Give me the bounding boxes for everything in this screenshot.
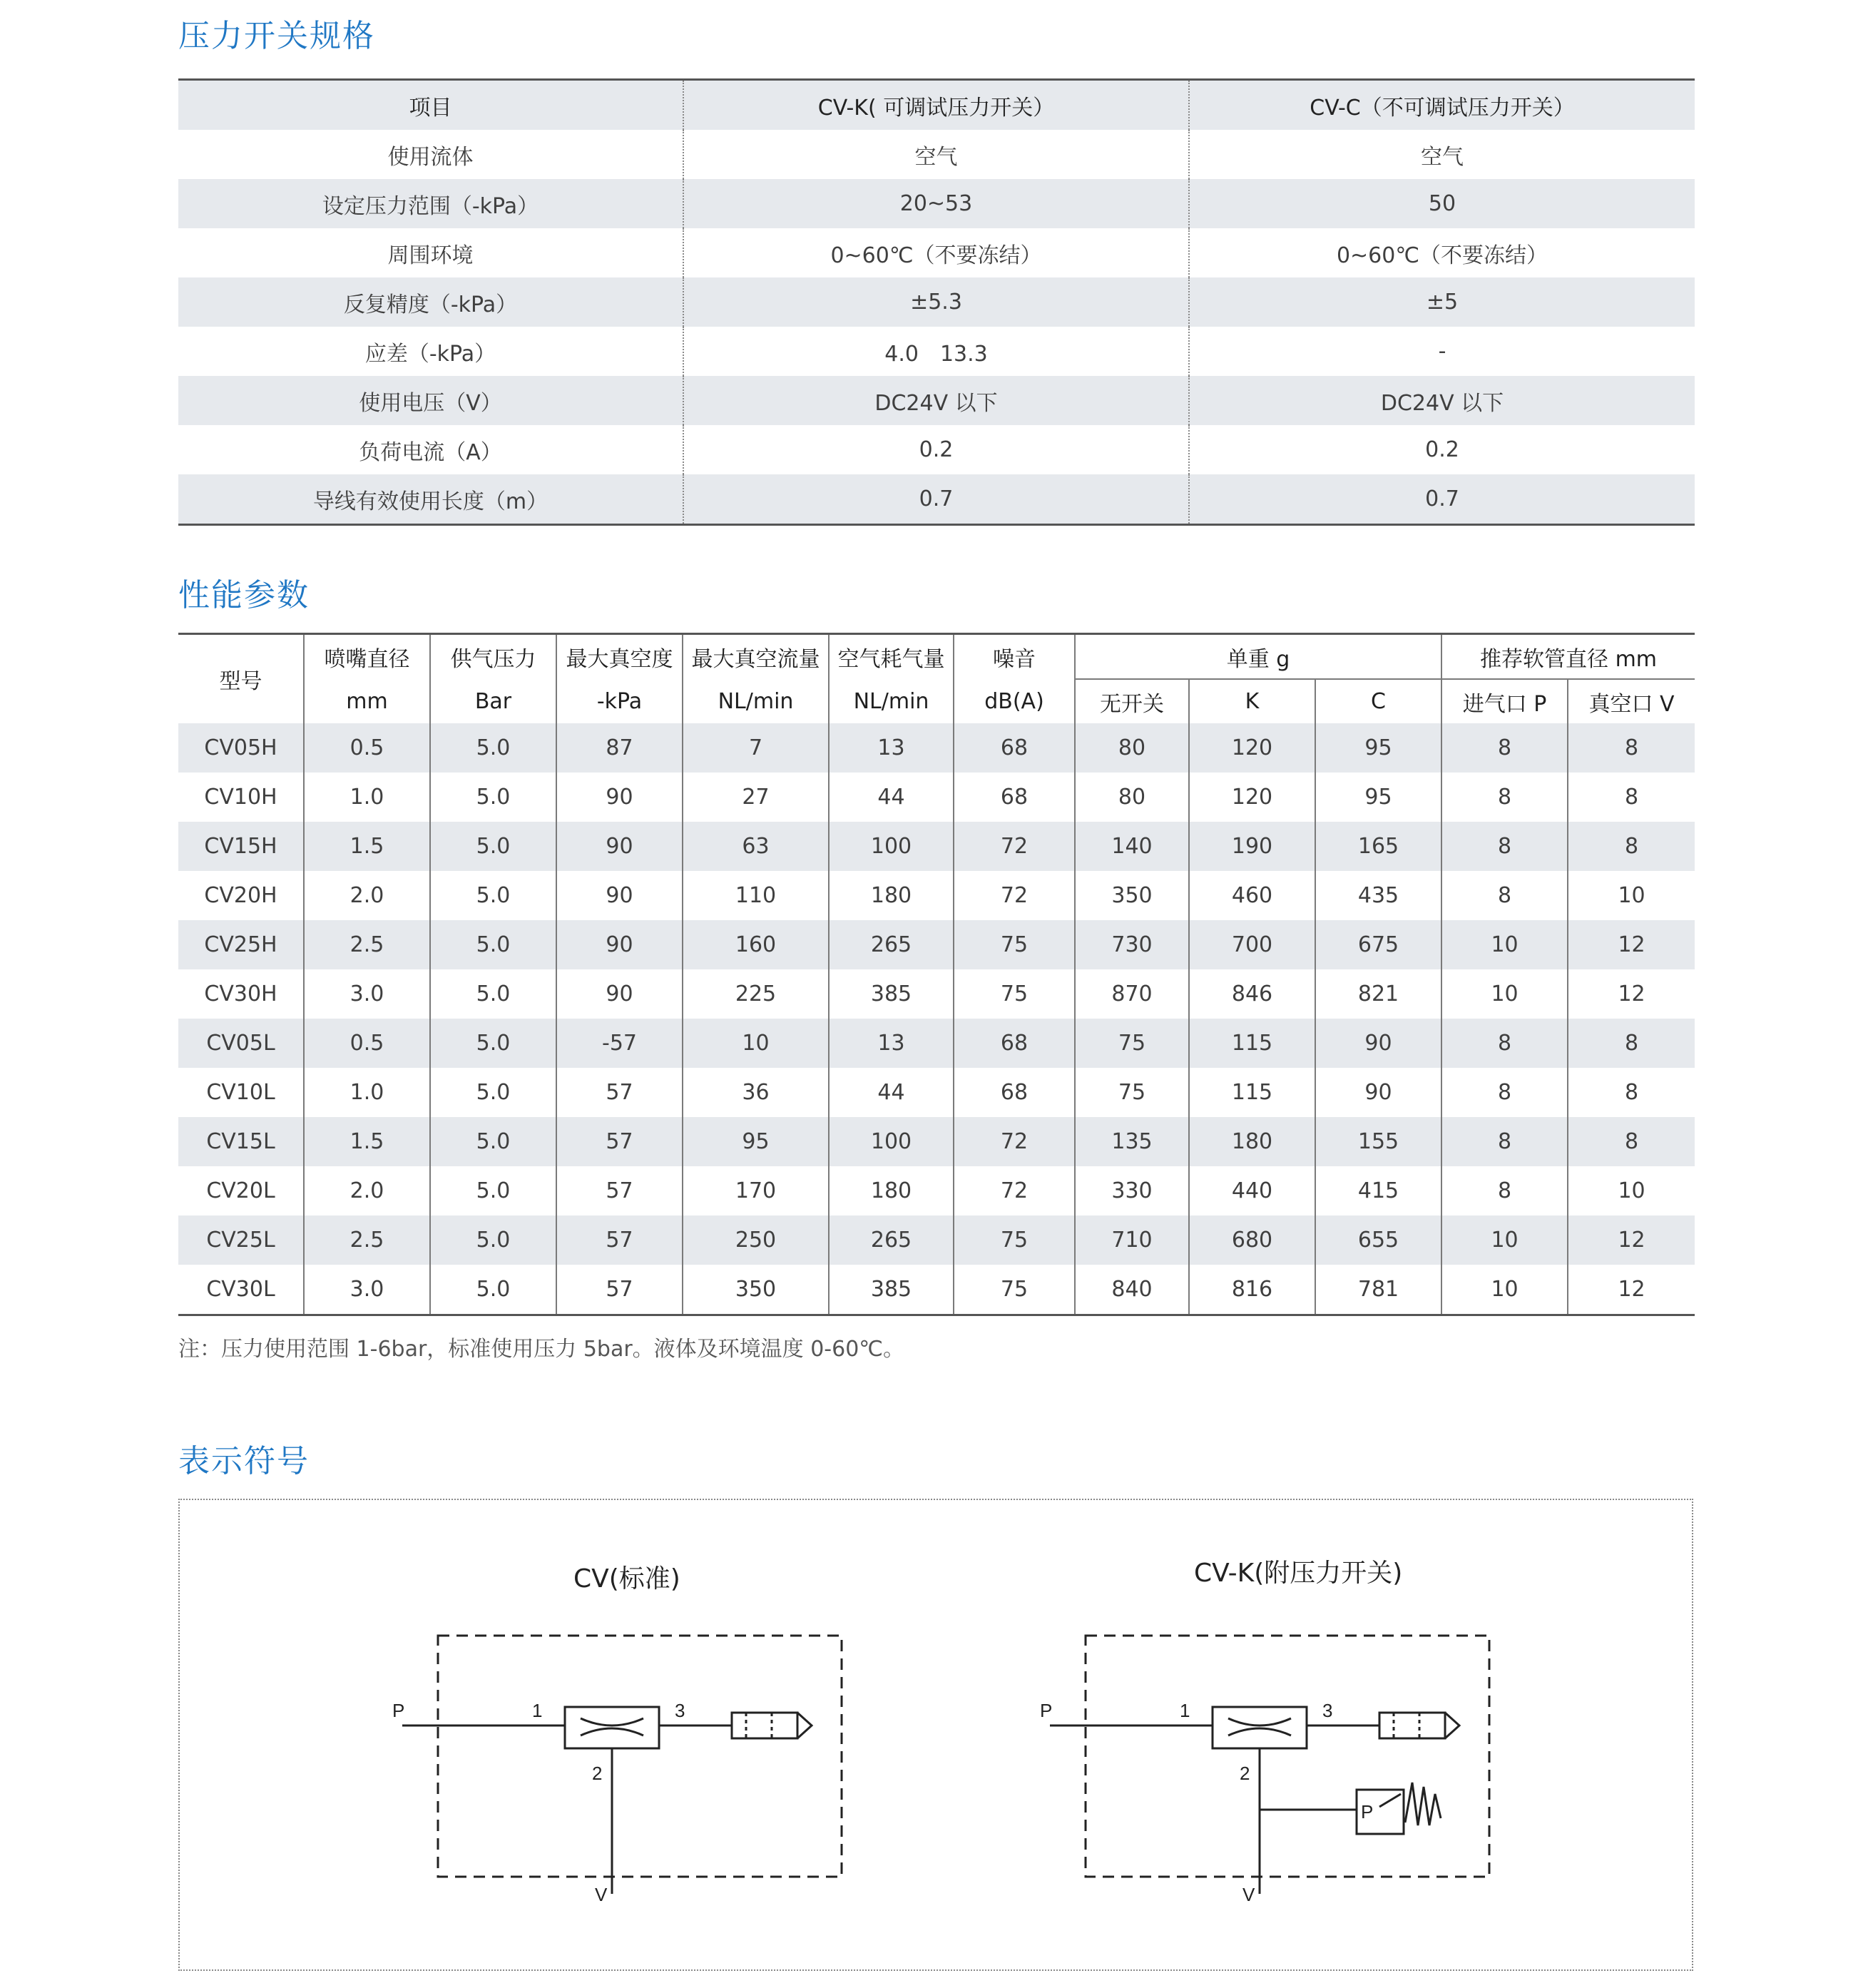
spec-value-cell: ±5.3 [683, 277, 1189, 327]
spec-row [178, 376, 1695, 425]
left-boundary-box [438, 1636, 842, 1877]
spec-row [178, 327, 1695, 376]
spec-value-cell: ±5 [1189, 277, 1695, 327]
spec-value-cell: 0.7 [683, 474, 1189, 525]
spec-row [178, 228, 1695, 277]
perf-model-cell: CV25L [178, 1215, 304, 1265]
perf-value-cell: 8 [1568, 1117, 1695, 1166]
perf-subheader-cell: 真空口 V [1568, 679, 1695, 723]
perf-value-cell: 8 [1441, 1019, 1568, 1068]
perf-value-cell: 870 [1075, 969, 1189, 1019]
perf-value-cell: 5.0 [430, 871, 556, 920]
perf-model-cell: CV10H [204, 785, 277, 810]
perf-value-cell: 225 [683, 969, 829, 1019]
perf-value-cell: 655 [1315, 1215, 1441, 1265]
perf-value-cell: 57 [556, 1215, 683, 1265]
right-switch-spring [1405, 1783, 1441, 1825]
perf-subheader-cell: K [1189, 679, 1315, 723]
spec-value-cell: DC24V 以下 [1189, 376, 1695, 425]
spec-item-cell: 负荷电流（A） [359, 439, 502, 465]
perf-value-cell: 68 [954, 1068, 1075, 1117]
perf-value-cell: 8 [1441, 723, 1568, 773]
spec-table [178, 78, 1695, 526]
spec-value-cell: 0.2 [683, 425, 1189, 474]
perf-value-cell: 2.5 [304, 1215, 430, 1265]
perf-value-cell: 90 [1315, 1068, 1441, 1117]
perf-value-cell: 80 [1075, 773, 1189, 822]
spec-value-cell: 0~60℃（不要冻结） [1189, 228, 1695, 277]
spec-row [178, 425, 1695, 474]
perf-value-cell: 435 [1315, 871, 1441, 920]
perf-value-cell: 8 [1441, 1068, 1568, 1117]
perf-value-cell: 12 [1568, 1215, 1695, 1265]
spec-header-row [178, 80, 1695, 131]
perf-value-cell: 840 [1075, 1265, 1189, 1315]
spec-row [178, 474, 1695, 525]
perf-value-cell: 87 [556, 723, 683, 773]
perf-value-cell: 385 [829, 1265, 954, 1315]
spec-value-cell: 空气 [1189, 130, 1695, 179]
perf-row [178, 773, 1695, 822]
diagram-left-title: CV(标准) [573, 1564, 680, 1594]
perf-value-cell: 10 [1441, 1215, 1568, 1265]
spec-value-cell: 0.7 [1189, 474, 1695, 525]
perf-value-cell: 63 [683, 822, 829, 871]
perf-value-cell: 90 [556, 920, 683, 969]
perf-value-cell: 100 [829, 822, 954, 871]
spec-item-cell: 反复精度（-kPa） [178, 277, 683, 327]
perf-value-cell: 90 [1315, 1019, 1441, 1068]
perf-value-cell: 80 [1075, 723, 1189, 773]
perf-value-cell: 1.5 [304, 822, 430, 871]
right-label-v: V [1242, 1884, 1255, 1905]
diagram-right-title: CV-K(附压力开关) [1194, 1559, 1403, 1588]
perf-value-cell: 140 [1075, 822, 1189, 871]
perf-value-cell: 57 [556, 1068, 683, 1117]
perf-row [178, 871, 1695, 920]
perf-value-cell: -57 [556, 1019, 683, 1068]
spec-value-cell: 50 [1189, 179, 1695, 228]
perf-model-cell: CV10L [206, 1080, 275, 1105]
perf-value-cell: 10 [1441, 920, 1568, 969]
spec-item-cell: 导线有效使用长度（m） [178, 474, 683, 525]
perf-value-cell: 330 [1075, 1166, 1189, 1215]
col-header-consumption: 空气耗气量 [829, 634, 954, 680]
perf-value-cell: 10 [1568, 1166, 1695, 1215]
perf-value-cell: 90 [556, 822, 683, 871]
perf-value-cell: 5.0 [430, 822, 556, 871]
perf-value-cell: 8 [1441, 871, 1568, 920]
left-label-p: P [392, 1700, 405, 1721]
perf-model-cell: CV15L [178, 1117, 304, 1166]
right-silencer-arrow [1445, 1713, 1459, 1738]
spec-value-cell: 0~60℃（不要冻结） [683, 228, 1189, 277]
perf-value-cell: 265 [829, 1215, 954, 1265]
spec-value-cell: 0.2 [1189, 425, 1695, 474]
perf-value-cell: 27 [683, 773, 829, 822]
perf-subheader-cell: Bar [430, 679, 556, 723]
perf-value-cell: 160 [683, 920, 829, 969]
perf-value-cell: 36 [683, 1068, 829, 1117]
spec-item-cell: 使用电压（V） [178, 376, 683, 425]
perf-value-cell: 190 [1189, 822, 1315, 871]
perf-value-cell: 781 [1315, 1265, 1441, 1315]
perf-value-cell: 75 [1075, 1068, 1189, 1117]
perf-value-cell: 5.0 [430, 1117, 556, 1166]
perf-value-cell: 90 [556, 871, 683, 920]
perf-value-cell: 0.5 [304, 1019, 430, 1068]
perf-row [178, 1117, 1695, 1166]
symbol-box [178, 1499, 1693, 1971]
perf-model-cell: CV20L [206, 1178, 275, 1203]
perf-subheader-cell: NL/min [829, 679, 954, 723]
perf-value-cell: 8 [1441, 822, 1568, 871]
spec-item-cell: 应差（-kPa） [364, 341, 496, 367]
right-label-p: P [1040, 1700, 1053, 1721]
perf-value-cell: 90 [556, 773, 683, 822]
perf-row [178, 723, 1695, 773]
perf-value-cell: 700 [1189, 920, 1315, 969]
perf-value-cell: 816 [1189, 1265, 1315, 1315]
col-header-flow: 最大真空流量 [683, 634, 829, 680]
perf-value-cell: 460 [1189, 871, 1315, 920]
perf-model-cell: CV15H [178, 822, 304, 871]
perf-value-cell: 72 [954, 871, 1075, 920]
perf-value-cell: 44 [829, 773, 954, 822]
perf-value-cell: 350 [683, 1265, 829, 1315]
col-header-weight: 单重 g [1075, 634, 1441, 680]
perf-value-cell: 95 [1315, 723, 1441, 773]
perf-value-cell: 72 [954, 822, 1075, 871]
perf-row [178, 1068, 1695, 1117]
perf-value-cell: 72 [954, 1117, 1075, 1166]
perf-value-cell: 75 [954, 1215, 1075, 1265]
spec-section-title: 压力开关规格 [178, 18, 375, 54]
perf-value-cell: 57 [556, 1166, 683, 1215]
perf-value-cell: 120 [1189, 773, 1315, 822]
right-label-3: 3 [1322, 1700, 1333, 1721]
perf-subheader-cell: mm [304, 679, 430, 723]
perf-value-cell: 120 [1189, 723, 1315, 773]
right-label-1: 1 [1180, 1700, 1190, 1721]
perf-row [178, 1265, 1695, 1315]
perf-value-cell: 100 [829, 1117, 954, 1166]
col-header-vacuum: 最大真空度 [556, 634, 683, 680]
perf-value-cell: 90 [556, 969, 683, 1019]
perf-table [178, 633, 1695, 1316]
left-label-1: 1 [532, 1700, 543, 1721]
spec-header-cell: CV-K( 可调试压力开关） [683, 80, 1189, 131]
perf-value-cell: 95 [1315, 773, 1441, 822]
perf-value-cell: 13 [829, 1019, 954, 1068]
perf-subheader-cell: -kPa [556, 679, 683, 723]
perf-model-cell: CV30H [204, 982, 277, 1006]
perf-subheader-cell: C [1315, 679, 1441, 723]
perf-model-cell: CV05H [178, 723, 304, 773]
spec-row [178, 277, 1695, 327]
perf-value-cell: 710 [1075, 1215, 1189, 1265]
perf-value-cell: 680 [1189, 1215, 1315, 1265]
left-silencer [732, 1713, 797, 1738]
perf-value-cell: 115 [1189, 1019, 1315, 1068]
perf-subheader-cell: dB(A) [954, 679, 1075, 723]
perf-value-cell: 5.0 [430, 1215, 556, 1265]
perf-model-cell: CV25H [178, 920, 304, 969]
perf-subheader-row [178, 679, 1695, 723]
perf-value-cell: 135 [1075, 1117, 1189, 1166]
perf-subheader-cell: 进气口 P [1441, 679, 1568, 723]
perf-value-cell: 3.0 [304, 969, 430, 1019]
perf-value-cell: 675 [1315, 920, 1441, 969]
right-label-2: 2 [1240, 1763, 1250, 1784]
perf-value-cell: 72 [954, 1166, 1075, 1215]
perf-value-cell: 440 [1189, 1166, 1315, 1215]
perf-value-cell: 12 [1568, 920, 1695, 969]
perf-value-cell: 5.0 [430, 969, 556, 1019]
perf-value-cell: 0.5 [304, 723, 430, 773]
perf-value-cell: 350 [1075, 871, 1189, 920]
spec-item-cell: 使用流体 [387, 144, 474, 170]
perf-value-cell: 2.0 [304, 871, 430, 920]
perf-value-cell: 180 [1189, 1117, 1315, 1166]
perf-model-cell: CV30L [206, 1277, 275, 1302]
right-boundary-box [1086, 1636, 1489, 1877]
col-header-nozzle: 喷嘴直径 [304, 634, 430, 680]
perf-value-cell: 75 [1075, 1019, 1189, 1068]
perf-value-cell: 115 [1189, 1068, 1315, 1117]
perf-value-cell: 2.0 [304, 1166, 430, 1215]
perf-value-cell: 13 [829, 723, 954, 773]
left-label-2: 2 [592, 1763, 603, 1784]
perf-value-cell: 8 [1568, 822, 1695, 871]
spec-value-cell: - [1189, 327, 1695, 376]
spec-header-cell: CV-C（不可调试压力开关） [1189, 80, 1695, 131]
perf-value-cell: 8 [1441, 773, 1568, 822]
perf-value-cell: 75 [954, 969, 1075, 1019]
perf-value-cell: 75 [954, 1265, 1075, 1315]
spec-header-cell: 项目 [178, 80, 683, 131]
perf-value-cell: 5.0 [430, 1068, 556, 1117]
col-header-hose: 推荐软管直径 mm [1441, 634, 1695, 680]
perf-value-cell: 68 [954, 1019, 1075, 1068]
perf-row [178, 969, 1695, 1019]
perf-value-cell: 44 [829, 1068, 954, 1117]
perf-value-cell: 110 [683, 871, 829, 920]
perf-value-cell: 7 [683, 723, 829, 773]
left-label-v: V [595, 1884, 608, 1905]
perf-value-cell: 68 [954, 723, 1075, 773]
perf-value-cell: 95 [683, 1117, 829, 1166]
left-silencer-arrow [797, 1713, 812, 1738]
symbol-section-title: 表示符号 [178, 1443, 310, 1479]
spec-value-cell: 空气 [683, 130, 1189, 179]
perf-value-cell: 415 [1315, 1166, 1441, 1215]
perf-row [178, 1019, 1695, 1068]
spec-item-cell: 周围环境 [387, 243, 474, 268]
perf-value-cell: 10 [683, 1019, 829, 1068]
spec-value-cell: DC24V 以下 [683, 376, 1189, 425]
perf-value-cell: 8 [1441, 1117, 1568, 1166]
perf-model-cell: CV20H [204, 883, 277, 908]
perf-value-cell: 5.0 [430, 773, 556, 822]
perf-value-cell: 2.5 [304, 920, 430, 969]
col-header-noise: 噪音 [954, 634, 1075, 680]
perf-value-cell: 8 [1568, 1019, 1695, 1068]
perf-row [178, 822, 1695, 871]
perf-value-cell: 1.0 [304, 1068, 430, 1117]
perf-value-cell: 57 [556, 1265, 683, 1315]
perf-value-cell: 846 [1189, 969, 1315, 1019]
spec-row [178, 130, 1695, 179]
perf-value-cell: 170 [683, 1166, 829, 1215]
perf-value-cell: 180 [829, 871, 954, 920]
right-silencer [1379, 1713, 1445, 1738]
spec-value-cell: 20~53 [683, 179, 1189, 228]
perf-value-cell: 1.5 [304, 1117, 430, 1166]
perf-value-cell: 10 [1441, 969, 1568, 1019]
perf-subheader-cell: NL/min [683, 679, 829, 723]
perf-section-title: 性能参数 [178, 577, 310, 613]
perf-row [178, 1166, 1695, 1215]
perf-value-cell: 5.0 [430, 920, 556, 969]
perf-value-cell: 730 [1075, 920, 1189, 969]
perf-value-cell: 68 [954, 773, 1075, 822]
perf-value-cell: 8 [1441, 1166, 1568, 1215]
perf-value-cell: 1.0 [304, 773, 430, 822]
perf-value-cell: 8 [1568, 723, 1695, 773]
col-header-model: 型号 [219, 669, 262, 694]
perf-value-cell: 265 [829, 920, 954, 969]
perf-note: 注：压力使用范围 1-6bar，标准使用压力 5bar。液体及环境温度 0-60℃。 [178, 1337, 904, 1362]
perf-row [178, 1215, 1695, 1265]
perf-value-cell: 3.0 [304, 1265, 430, 1315]
perf-value-cell: 10 [1568, 871, 1695, 920]
perf-value-cell: 5.0 [430, 1019, 556, 1068]
perf-row [178, 920, 1695, 969]
perf-value-cell: 180 [829, 1166, 954, 1215]
perf-value-cell: 8 [1568, 773, 1695, 822]
spec-item-cell: 设定压力范围（-kPa） [178, 179, 683, 228]
perf-value-cell: 5.0 [430, 1265, 556, 1315]
pneumatic-symbols [180, 1500, 1692, 1969]
perf-value-cell: 155 [1315, 1117, 1441, 1166]
perf-value-cell: 8 [1568, 1068, 1695, 1117]
spec-value-cell: 4.0 13.3 [683, 327, 1189, 376]
perf-value-cell: 5.0 [430, 1166, 556, 1215]
perf-value-cell: 12 [1568, 1265, 1695, 1315]
perf-value-cell: 57 [556, 1117, 683, 1166]
perf-value-cell: 165 [1315, 822, 1441, 871]
perf-model-cell: CV05L [178, 1019, 304, 1068]
perf-value-cell: 12 [1568, 969, 1695, 1019]
perf-value-cell: 5.0 [430, 723, 556, 773]
perf-value-cell: 821 [1315, 969, 1441, 1019]
perf-value-cell: 385 [829, 969, 954, 1019]
right-sensor-label-p: P [1361, 1801, 1374, 1823]
spec-row [178, 179, 1695, 228]
perf-value-cell: 75 [954, 920, 1075, 969]
perf-value-cell: 250 [683, 1215, 829, 1265]
perf-value-cell: 10 [1441, 1265, 1568, 1315]
left-label-3: 3 [675, 1700, 685, 1721]
col-header-supply: 供气压力 [430, 634, 556, 680]
perf-subheader-cell: 无开关 [1075, 679, 1189, 723]
